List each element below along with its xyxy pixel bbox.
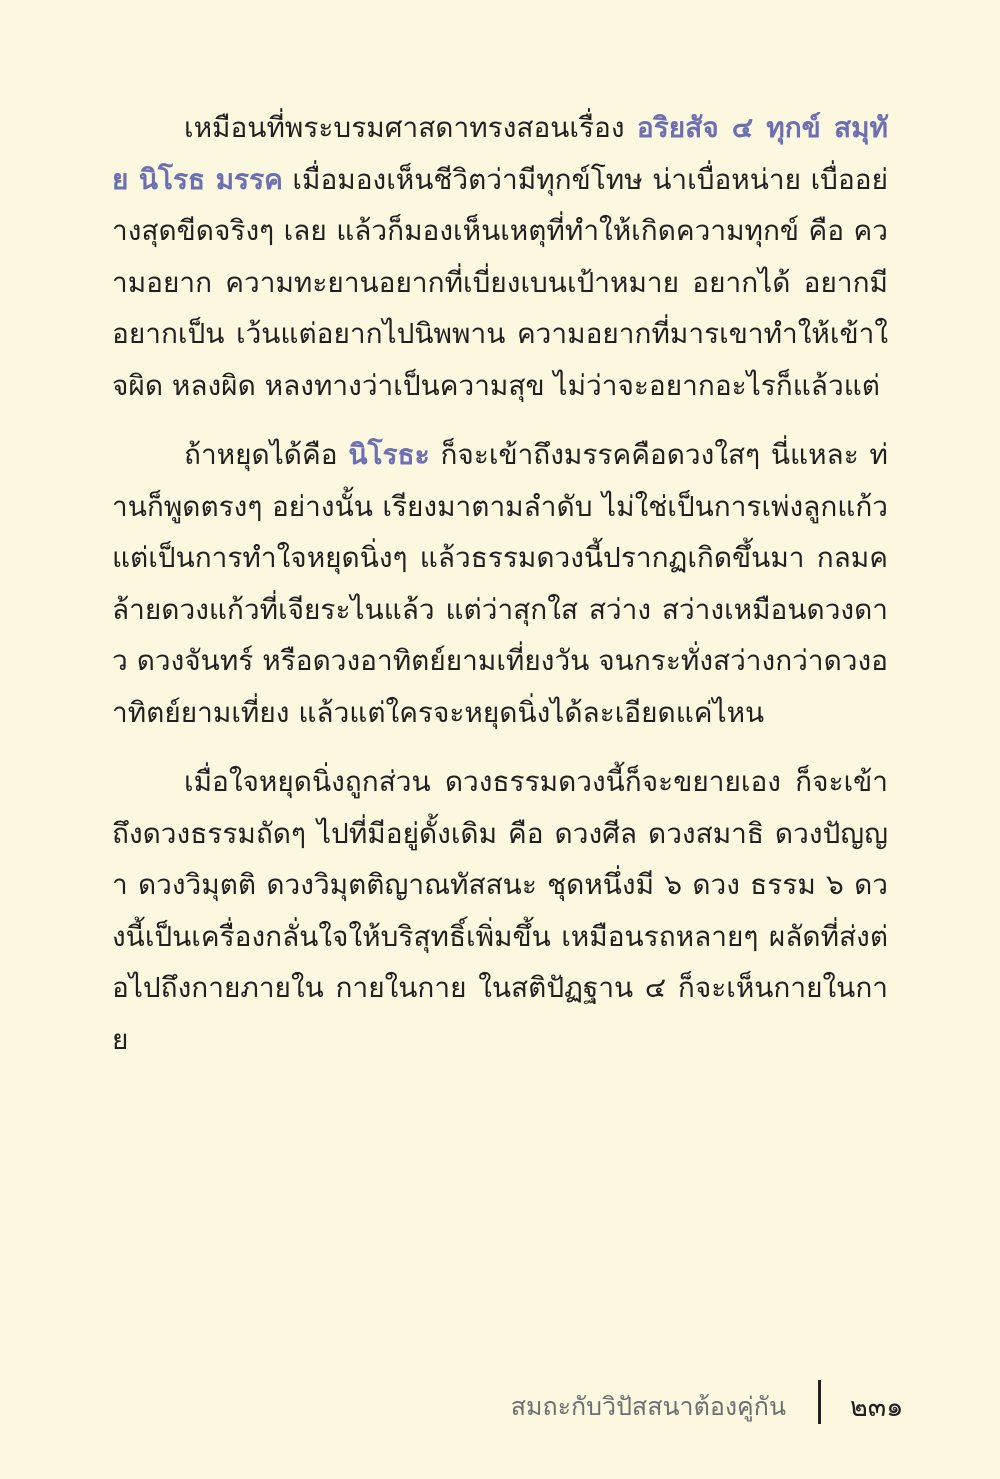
footer-book-title: สมถะกับวิปัสสนาต้องคู่กัน (510, 1392, 786, 1421)
paragraph-3 (112, 756, 888, 1065)
footer-divider (818, 1380, 821, 1424)
paragraph-3-text: เมื่อใจหยุดนิ่งถูกส่วน ดวงธรรมดวงนี้ก็จะขยายเอง ก็จะเข้าถึงดวงธรรมถัดๆ ไปที่มีอยู่ดั้งเดิม คือ ดวงศีล ดวงสมาธิ ดวงปัญญา ดวงวิมุตติ ดวงวิมุตติญาณทัสสนะ ชุดหนึ่งมี ๖ ดวง ธรรม ๖ ดวงนี้เป็นเครื่องกลั่นใจให้บริสุทธิ์เพิ่มขึ้น เหมือนรถหลายๆ ผลัดที่ส่งต่อไปถึงกายภายใน กายในกาย ในสติปัฏฐาน ๔ ก็จะเห็นกายในกาย (112, 765, 889, 1056)
page-body (112, 102, 888, 1065)
paragraph-1 (112, 102, 888, 411)
paragraph-1-text-a: เหมือนที่พระบรมศาสดาทรงสอนเรื่อง (184, 111, 637, 144)
paragraph-1-text-b: เมื่อมองเห็นชีวิตว่ามีทุกข์โทษ น่าเบื่อหน่าย เบื่ออย่างสุดขีดจริงๆ เลย แล้วก็มองเห็นเหตุที่ทำให้เกิดความทุกข์ คือ ความอยาก ความทะยานอยากที่เบี่ยงเบนเป้าหมาย อยากได้ อยากมี อยากเป็น เว้นแต่อยากไปนิพพาน ความอยากที่มารเขาทำให้เข้าใจผิด หลงผิด หลงทางว่าเป็นความสุข ไม่ว่าจะอยากอะไรก็แล้วแต่ (112, 162, 888, 402)
paragraph-2-text-b: ก็จะเข้าถึงมรรคคือดวงใสๆ นี่แหละ ท่านก็พูดตรงๆ อย่างนั้น เรียงมาตามลำดับ ไม่ใช่เป็นการเพ่งลูกแก้ว แต่เป็นการทำใจหยุดนิ่งๆ แล้วธรรมดวงนี้ปรากฏเกิดขึ้นมา กลมคล้ายดวงแก้วที่เจียระไนแล้ว แต่ว่าสุกใส สว่าง สว่างเหมือนดวงดาว ดวงจันทร์ หรือดวงอาทิตย์ยามเที่ยงวัน จนกระทั่งสว่างกว่าดวงอาทิตย์ยามเที่ยง แล้วแต่ใครจะหยุดนิ่งได้ละเอียดแค่ไหน (112, 438, 888, 729)
term-four-noble-truths: อริยสัจ ๔ ทุกข์ สมุทัย นิโรธ มรรค (112, 111, 888, 196)
paragraph-2-text-a: ถ้าหยุดได้คือ (184, 438, 349, 471)
paragraph-2 (112, 429, 888, 738)
term-nirodha: นิโรธะ (348, 438, 430, 471)
page-number: ๒๓๑ (850, 1392, 904, 1423)
